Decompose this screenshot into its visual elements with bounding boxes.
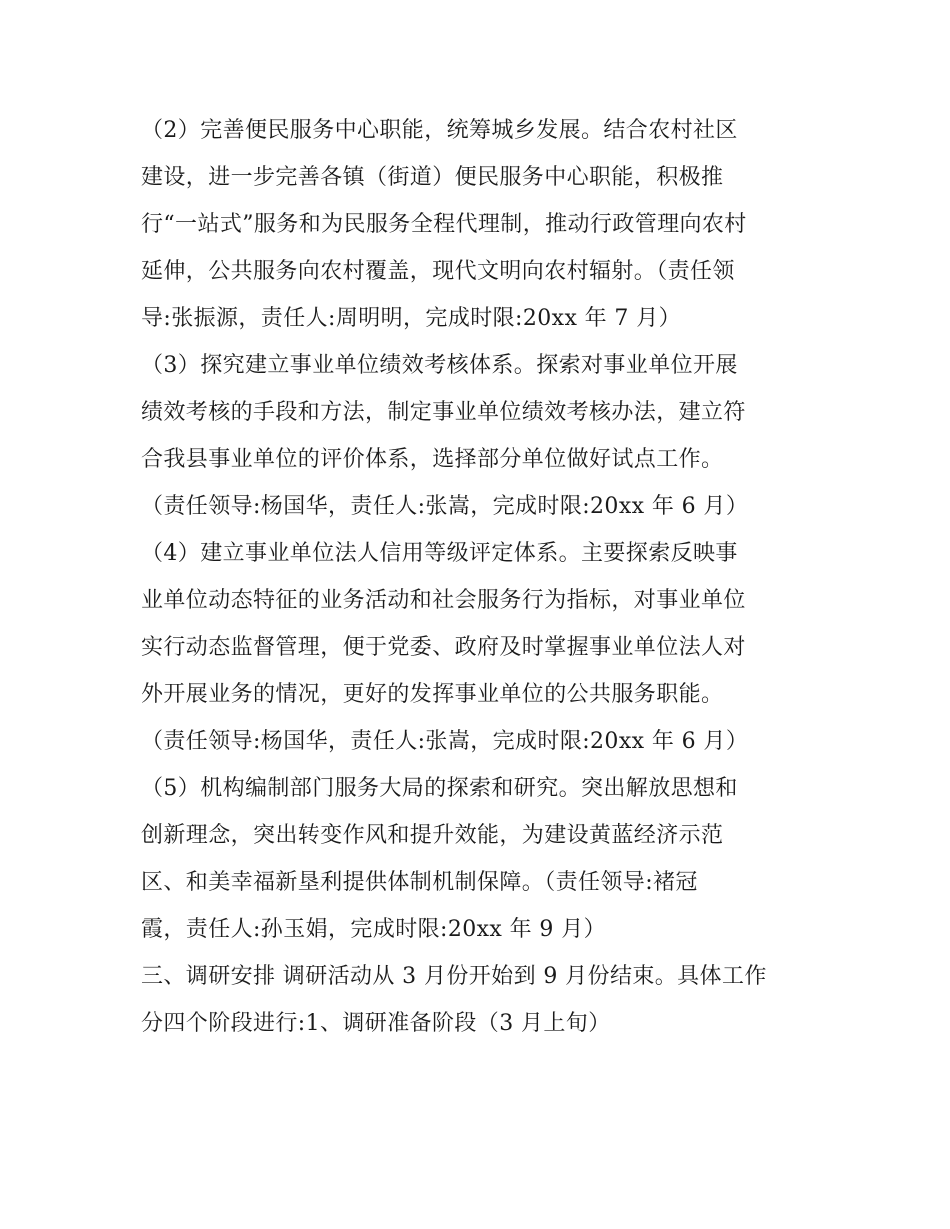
text-line: 合我县事业单位的评价体系，选择部分单位做好试点工作。 <box>141 447 724 472</box>
document-body <box>141 107 821 1047</box>
text-line: 外开展业务的情况，更好的发挥事业单位的公共服务职能。 <box>141 682 724 707</box>
text-line: 实行动态监督管理，便于党委、政府及时掌握事业单位法人对 <box>141 635 746 660</box>
text-line: （2）完善便民服务中心职能，统筹城乡发展。结合农村社区 <box>141 118 738 143</box>
text-line: 三、调研安排 调研活动从 3 月份开始到 9 月份结束。具体工作 <box>141 964 767 989</box>
text-line: （责任领导:杨国华，责任人:张嵩，完成时限:20xx 年 6 月） <box>141 494 749 519</box>
text-line: 延伸，公共服务向农村覆盖，现代文明向农村辐射。（责任领 <box>141 259 735 284</box>
text-line: 行“一站式”服务和为民服务全程代理制，推动行政管理向农村 <box>141 212 747 237</box>
text-line: （3）探究建立事业单位绩效考核体系。探索对事业单位开展 <box>141 353 738 378</box>
text-line: （4）建立事业单位法人信用等级评定体系。主要探索反映事 <box>141 541 738 566</box>
text-line: 区、和美幸福新垦利提供体制机制保障。（责任领导:褚冠 <box>141 870 698 895</box>
text-line: 创新理念，突出转变作风和提升效能，为建设黄蓝经济示范 <box>141 823 724 848</box>
text-line: 分四个阶段进行:1、调研准备阶段（3 月上旬） <box>141 1011 611 1036</box>
text-line: 建设，进一步完善各镇（街道）便民服务中心职能，积极推 <box>141 165 724 190</box>
text-line: （5）机构编制部门服务大局的探索和研究。突出解放思想和 <box>141 776 738 801</box>
text-line: 导:张振源，责任人:周明明，完成时限:20xx 年 7 月） <box>141 306 682 331</box>
text-line: 霞，责任人:孙玉娟，完成时限:20xx 年 9 月） <box>141 917 607 942</box>
text-line: 绩效考核的手段和方法，制定事业单位绩效考核办法，建立符 <box>141 400 746 425</box>
text-line: （责任领导:杨国华，责任人:张嵩，完成时限:20xx 年 6 月） <box>141 729 749 754</box>
text-line: 业单位动态特征的业务活动和社会服务行为指标，对事业单位 <box>141 588 746 613</box>
